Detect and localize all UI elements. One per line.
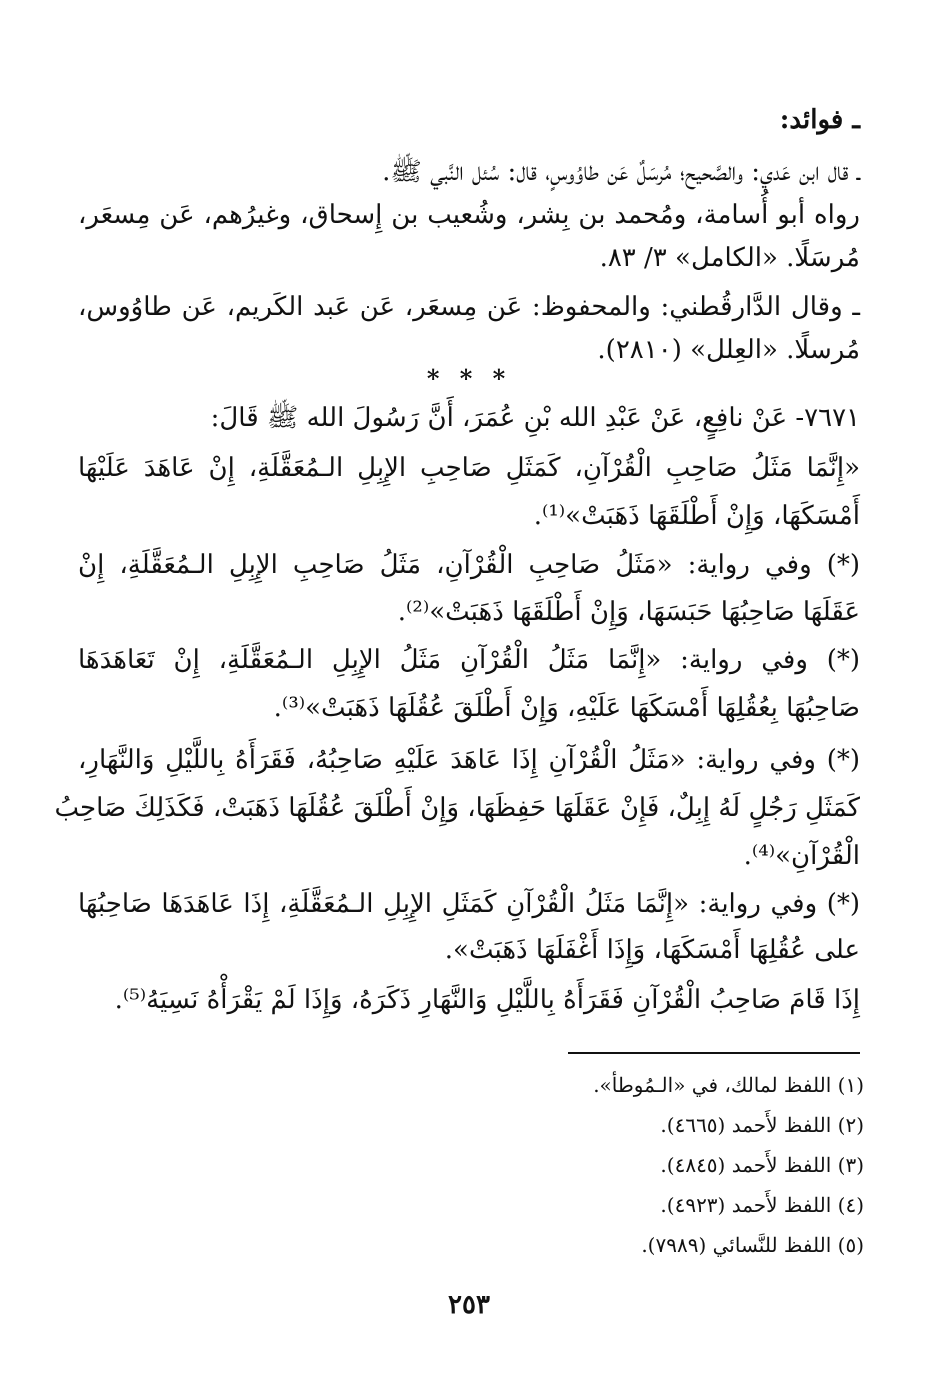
footnote: (١) اللفظ لمالك، في «الـمُوطأ».	[593, 1073, 864, 1097]
hadith-line: على عُقُلِهَا أَمْسَكَهَا، وَإِذَا أَغْفَلَهَا ذَهَبَتْ».	[444, 935, 860, 965]
footnote: (٣) اللفظ لأَحمد (٤٨٤٥).	[660, 1153, 864, 1177]
footnote: (٢) اللفظ لأَحمد (٤٦٦٥).	[660, 1113, 864, 1137]
fawaid-line: مُرسلًا. «العِلل» (٢٨١٠).	[597, 335, 860, 365]
footnote-divider	[568, 1052, 860, 1054]
hadith-line: (*) وفي رواية: «مَثَلُ صَاحِبِ الْقُرْآنِ، مَثَلُ صَاحِبِ الإِبِلِ الـمُعَقَّلَةِ، إِنْ	[78, 550, 860, 580]
page-number: ٢٥٣	[448, 1290, 490, 1320]
fawaid-line: مُرسَلًا. «الكامل» ٣/ ٨٣.	[599, 243, 860, 273]
hadith-line: ٧٦٧١- عَنْ نافِعٍ، عَنْ عَبْدِ الله بْنِ عُمَرَ، أَنَّ رَسُولَ الله ﷺ قَالَ:	[210, 403, 860, 433]
hadith-line: صَاحِبُهَا بِعُقُلِهَا أَمْسَكَهَا عَلَيْهِ، وَإِنْ أَطْلَقَ عُقُلَهَا ذَهَبَتْ»⁽³⁾.	[273, 693, 860, 723]
hadith-line: (*) وفي رواية: «مَثَلُ الْقُرْآنِ إِذَا عَاهَدَ عَلَيْهِ صَاحِبُهُ، فَقَرَأَهُ بِاللَّيْلِ وَالنَّهَارِ،	[78, 745, 860, 775]
fawaid-line: رواه أبو أُسامة، ومُحمد بن بِشر، وشُعيب بن إِسحاق، وغيرُهم، عَن مِسعَر،	[78, 200, 860, 230]
fawaid-line: ـ وقال الدَّارقُطني: والمحفوظ: عَن مِسعَر، عَن عَبد الكَريم، عَن طاوُوس،	[78, 292, 860, 322]
section-separator: * * *	[426, 364, 512, 393]
hadith-line: (*) وفي رواية: «إِنَّمَا مَثَلُ الْقُرْآنِ مَثَلُ الإِبِلِ الـمُعَقَّلَةِ، إِنْ تَعَاهَدَهَا	[78, 645, 860, 675]
hadith-line: عَقَلَهَا صَاحِبُهَا حَبَسَهَا، وَإِنْ أَطْلَقَهَا ذَهَبَتْ»⁽²⁾.	[397, 597, 860, 627]
footnote: (٤) اللفظ لأَحمد (٤٩٢٣).	[660, 1193, 864, 1217]
hadith-line: الْقُرْآنِ»⁽⁴⁾.	[743, 841, 860, 871]
footnote: (٥) اللفظ للنَّسائي (٧٩٨٩).	[641, 1233, 864, 1257]
section-heading: ـ فوائد:	[779, 105, 860, 135]
hadith-line: أَمْسَكَهَا، وَإِنْ أَطْلَقَهَا ذَهَبَتْ»⁽¹⁾.	[533, 501, 860, 531]
fawaid-line: ـ قال ابن عَدي: والصَّحيح؛ مُرسَلٌ عَن طاوُوسٍ، قال: سُئل النَّبي ﷺ.	[382, 157, 860, 187]
hadith-line: كَمَثَلِ رَجُلٍ لَهُ إِبِلٌ، فَإِنْ عَقَلَهَا حَفِظَهَا، وَإِنْ أَطْلَقَ عُقُلَهَا ذَهَبَتْ، فَكَذَلِكَ صَاحِبُ	[54, 793, 860, 823]
hadith-line: «إِنَّمَا مَثَلُ صَاحِبِ الْقُرْآنِ، كَمَثَلِ صَاحِبِ الإِبِلِ الـمُعَقَّلَةِ، إِنْ عَاهَدَ عَلَيْهَا	[78, 453, 860, 483]
hadith-line: إِذَا قَامَ صَاحِبُ الْقُرْآنِ فَقَرَأَهُ بِاللَّيْلِ وَالنَّهَارِ ذَكَرَهُ، وَإِذَا لَمْ يَقْرَأْهُ نَسِيَهُ⁽⁵⁾.	[114, 985, 860, 1015]
hadith-line: (*) وفي رواية: «إِنَّمَا مَثَلُ الْقُرْآنِ كَمَثَلِ الإِبِلِ الـمُعَقَّلَةِ، إِذَا عَاهَدَهَا صَاحِبُهَا	[78, 889, 860, 919]
